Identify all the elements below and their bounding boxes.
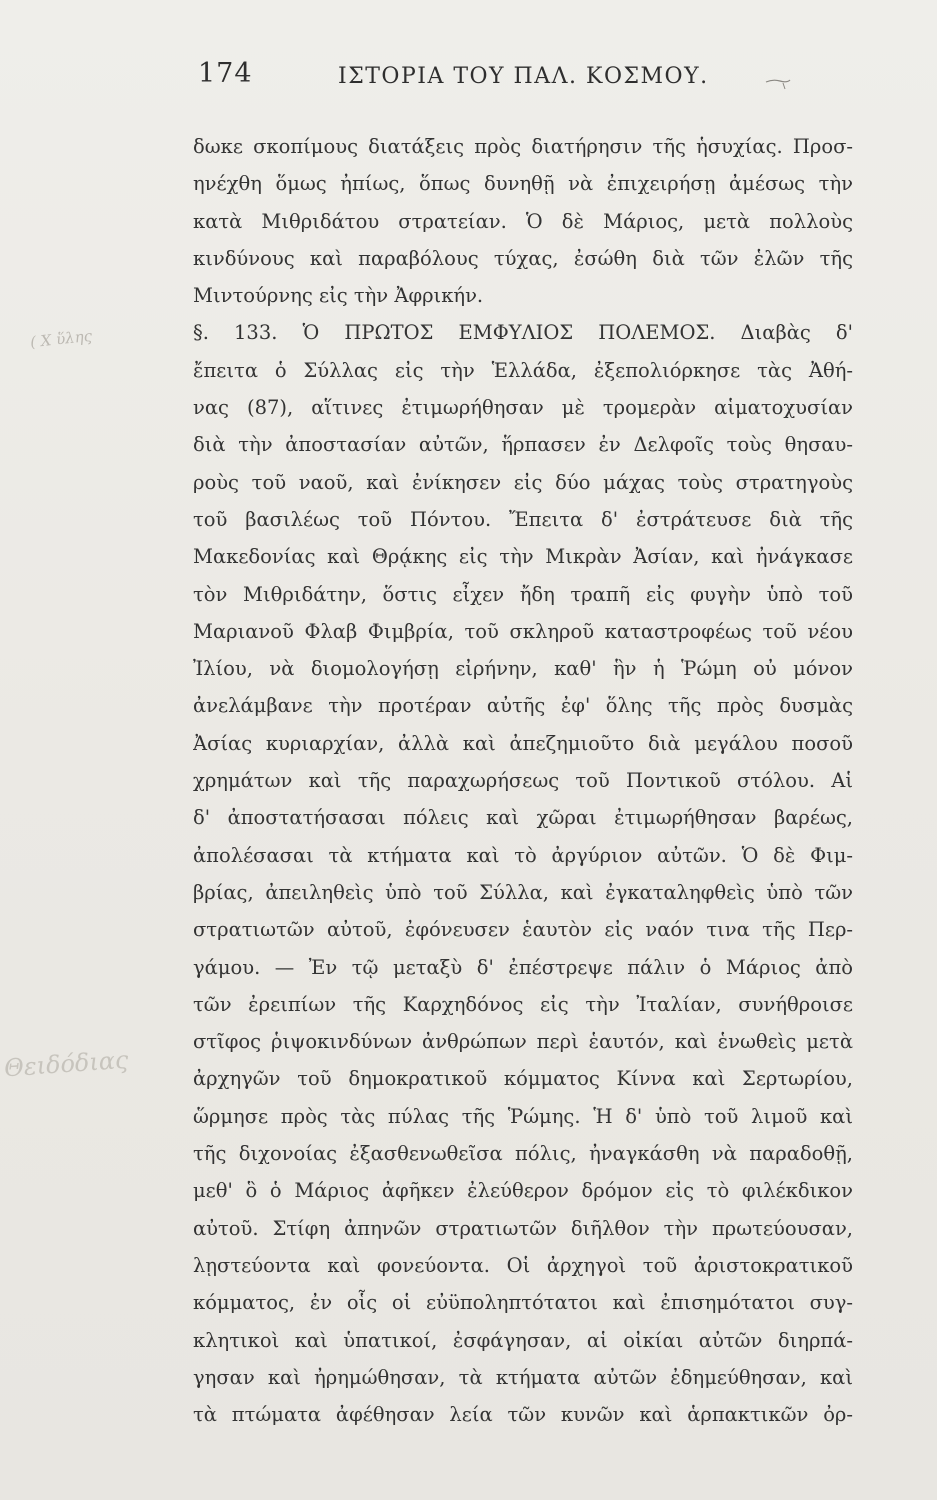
running-title: ΙΣΤΟΡΙΑ ΤΟΥ ΠΑΛ. ΚΟΣΜΟΥ. <box>338 64 709 89</box>
text-line: ἀνελάμβανε τὴν προτέραν αὐτῆς ἐφ' ὅλης τῆς πρὸς δυσμὰς <box>193 694 853 718</box>
page-header <box>198 58 728 98</box>
text-line: μεθ' ὃ ὁ Μάριος ἀφῆκεν ἐλεύθερον δρόμον εἰς τὸ φιλέκδικον <box>193 1179 853 1203</box>
text-line: κατὰ Μιθριδάτου στρατείαν. Ὁ δὲ Μάριος, μετὰ πολλοὺς <box>193 209 853 233</box>
text-line: τοῦ βασιλέως τοῦ Πόντου. Ἔπειτα δ' ἐστράτευσε διὰ τῆς <box>193 507 853 531</box>
text-line: δ' ἀποστατήσασαι πόλεις καὶ χῶραι ἐτιμωρήθησαν βαρέως, <box>193 806 853 830</box>
text-line: χρημάτων καὶ τῆς παραχωρήσεως τοῦ Ποντικοῦ στόλου. Αἱ <box>193 769 853 793</box>
section-heading-line: §. 133. Ὁ ΠΡΩΤΟΣ ΕΜΦΥΛΙΟΣ ΠΟΛΕΜΟΣ. Διαβὰς δ' <box>193 321 853 345</box>
text-line: Μιντούρνης εἰς τὴν Ἀφρικήν. <box>193 284 484 308</box>
text-line: κόμματος, ἐν οἷς οἱ εὐϋποληπτότατοι καὶ ἐπισημότατοι συγ- <box>193 1291 853 1315</box>
body-text <box>193 128 853 1433</box>
text-line: κινδύνους καὶ παραβόλους τύχας, ἐσώθη διὰ τῶν ἑλῶν τῆς <box>193 246 853 270</box>
text-line: βρίας, ἀπειληθεὶς ὑπὸ τοῦ Σύλλα, καὶ ἐγκαταληφθεὶς ὑπὸ τῶν <box>193 880 853 904</box>
text-line: ηνέχθη ὅμως ἠπίως, ὅπως δυνηθῇ νὰ ἐπιχειρήσῃ ἀμέσως τὴν <box>193 172 853 196</box>
text-line: Ἀσίας κυριαρχίαν, ἀλλὰ καὶ ἀπεζημιοῦτο διὰ μεγάλου ποσοῦ <box>193 731 853 755</box>
text-line: τῆς διχονοίας ἐξασθενωθεῖσα πόλις, ἠναγκάσθη νὰ παραδοθῇ, <box>193 1142 853 1166</box>
text-line: στρατιωτῶν αὐτοῦ, ἐφόνευσεν ἑαυτὸν εἰς ναόν τινα τῆς Περ- <box>193 918 853 942</box>
text-line: ροὺς τοῦ ναοῦ, καὶ ἐνίκησεν εἰς δύο μάχας τοὺς στρατηγοὺς <box>193 470 853 494</box>
text-line: κλητικοὶ καὶ ὑπατικοί, ἐσφάγησαν, αἱ οἰκίαι αὐτῶν διηρπά- <box>193 1328 853 1352</box>
margin-note-upper: ( Χ ὕλης <box>29 326 93 352</box>
text-line: Μαριανοῦ Φλαβ Φιμβρία, τοῦ σκληροῦ καταστροφέως τοῦ νέου <box>193 619 853 643</box>
text-line: ἀρχηγῶν τοῦ δημοκρατικοῦ κόμματος Κίννα καὶ Σερτωρίου, <box>193 1067 853 1091</box>
text-line: τὸν Μιθριδάτην, ὅστις εἶχεν ἤδη τραπῆ εἰς φυγὴν ὑπὸ τοῦ <box>193 582 853 606</box>
text-line: στῖφος ῥιψοκινδύνων ἀνθρώπων περὶ ἑαυτόν, καὶ ἑνωθεὶς μετὰ <box>193 1030 853 1054</box>
text-line: ὥρμησε πρὸς τὰς πύλας τῆς Ῥώμης. Ἡ δ' ὑπὸ τοῦ λιμοῦ καὶ <box>193 1104 853 1128</box>
text-line: Μακεδονίας καὶ Θρᾴκης εἰς τὴν Μικρὰν Ἀσίαν, καὶ ἠνάγκασε <box>193 545 853 569</box>
text-line: τῶν ἐρειπίων τῆς Καρχηδόνος εἰς τὴν Ἰταλίαν, συνήθροισε <box>193 992 853 1016</box>
ink-mark-icon <box>765 78 791 90</box>
text-line: αὐτοῦ. Στίφη ἀπηνῶν στρατιωτῶν διῆλθον τὴν πρωτεύουσαν, <box>193 1216 853 1240</box>
text-line: διὰ τὴν ἀποστασίαν αὐτῶν, ἥρπασεν ἐν Δελφοῖς τοὺς θησαυ- <box>193 433 853 457</box>
text-line: ἔπειτα ὁ Σύλλας εἰς τὴν Ἑλλάδα, ἐξεπολιόρκησε τὰς Ἀθή- <box>193 358 853 382</box>
text-line: γησαν καὶ ἠρημώθησαν, τὰ κτήματα αὐτῶν ἐδημεύθησαν, καὶ <box>193 1365 853 1389</box>
text-line: λῃστεύοντα καὶ φονεύοντα. Οἱ ἀρχηγοὶ τοῦ ἀριστοκρατικοῦ <box>193 1253 853 1277</box>
text-line: ἀπολέσασαι τὰ κτήματα καὶ τὸ ἀργύριον αὐτῶν. Ὁ δὲ Φιμ- <box>193 843 853 867</box>
text-line: νας (87), αἵτινες ἐτιμωρήθησαν μὲ τρομερὰν αἱματοχυσίαν <box>193 396 853 420</box>
text-line: δωκε σκοπίμους διατάξεις πρὸς διατήρησιν τῆς ἡσυχίας. Προσ- <box>193 135 853 158</box>
text-line: Ἰλίου, νὰ διομολογήσῃ εἰρήνην, καθ' ἣν ἡ Ῥώμη οὐ μόνον <box>193 657 853 681</box>
text-line: γάμου. — Ἐν τῷ μεταξὺ δ' ἐπέστρεψε πάλιν ὁ Μάριος ἀπὸ <box>193 955 853 979</box>
margin-note-lower: Θειδόδιας <box>3 1045 130 1083</box>
page-number: 174 <box>198 58 253 89</box>
text-line: τὰ πτώματα ἀφέθησαν λεία τῶν κυνῶν καὶ ἁρπακτικῶν ὀρ- <box>193 1403 853 1427</box>
